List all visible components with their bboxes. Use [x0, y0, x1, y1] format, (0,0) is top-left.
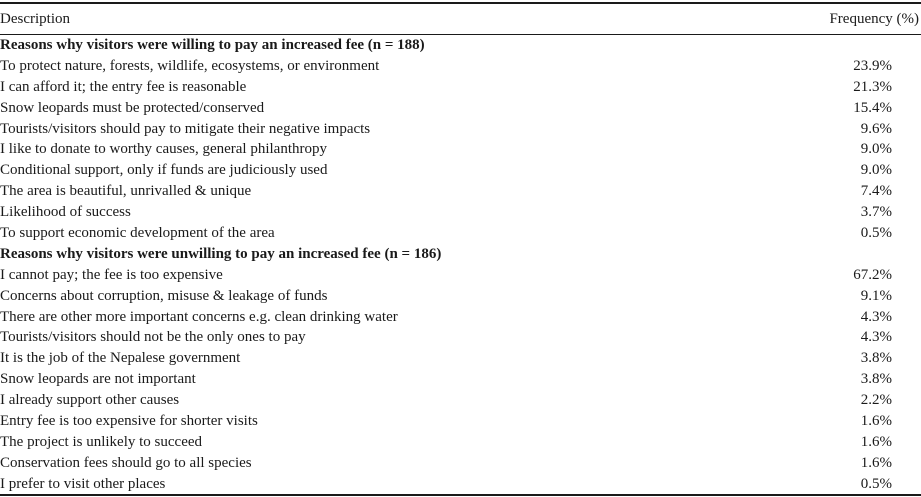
- table-row: [0, 119, 921, 140]
- table-row: [0, 265, 921, 286]
- row-label: Snow leopards are not important: [0, 371, 196, 388]
- table-row: [0, 474, 921, 495]
- table-row: [0, 202, 921, 223]
- row-value: 15.4%: [853, 99, 892, 116]
- row-value: 7.4%: [860, 183, 892, 200]
- table-header: [0, 7, 921, 31]
- table-row: [0, 77, 921, 98]
- row-value: 21.3%: [853, 78, 892, 95]
- row-value: 3.7%: [860, 204, 892, 221]
- table-row: [0, 139, 921, 160]
- row-label: I can afford it; the entry fee is reasonable: [0, 78, 247, 95]
- row-label: I like to donate to worthy causes, general philanthropy: [0, 141, 327, 158]
- row-label: The project is unlikely to succeed: [0, 433, 203, 450]
- section-title: Reasons why visitors were willing to pay an increased fee (n = 188): [0, 37, 425, 53]
- row-label: The area is beautiful, unrivalled & unique: [0, 183, 252, 200]
- row-label: I prefer to visit other places: [0, 475, 166, 492]
- row-value: 1.6%: [860, 413, 892, 430]
- table-row: [0, 181, 921, 202]
- table-row: [0, 98, 921, 119]
- section-heading-unwilling: [0, 244, 921, 265]
- row-label: Likelihood of success: [0, 204, 131, 221]
- row-value: 9.0%: [860, 141, 892, 158]
- section-title: Reasons why visitors were unwilling to pay an increased fee (n = 186): [0, 245, 442, 262]
- row-value: 9.1%: [860, 287, 892, 304]
- row-label: There are other more important concerns e.g. clean drinking water: [0, 308, 398, 325]
- row-label: Conservation fees should go to all species: [0, 454, 252, 471]
- table-row: [0, 390, 921, 411]
- row-value: 0.5%: [860, 475, 892, 492]
- row-value: 9.0%: [860, 162, 892, 179]
- table-row: [0, 56, 921, 77]
- table-row: [0, 286, 921, 307]
- row-value: 23.9%: [853, 57, 892, 74]
- row-label: I cannot pay; the fee is too expensive: [0, 266, 223, 283]
- table-row: [0, 307, 921, 328]
- table-row: [0, 411, 921, 432]
- row-label: Tourists/visitors should pay to mitigate their negative impacts: [0, 120, 371, 137]
- row-label: Concerns about corruption, misuse & leakage of funds: [0, 287, 328, 304]
- table-top-rule: [0, 2, 921, 4]
- table-row: [0, 327, 921, 348]
- row-value: 1.6%: [860, 454, 892, 471]
- row-value: 4.3%: [860, 308, 892, 325]
- section-heading-willing: [0, 35, 921, 56]
- row-label: Snow leopards must be protected/conserved: [0, 99, 265, 116]
- row-label: Conditional support, only if funds are judiciously used: [0, 162, 328, 179]
- table-row: [0, 453, 921, 474]
- row-label: Entry fee is too expensive for shorter visits: [0, 413, 258, 430]
- table-row: [0, 432, 921, 453]
- row-value: 2.2%: [860, 392, 892, 409]
- header-frequency: Frequency (%): [829, 11, 919, 27]
- table-row: [0, 369, 921, 390]
- row-label: It is the job of the Nepalese government: [0, 350, 241, 367]
- row-label: To support economic development of the area: [0, 225, 275, 242]
- header-description: Description: [0, 11, 70, 27]
- table-row: [0, 348, 921, 369]
- row-value: 1.6%: [860, 433, 892, 450]
- row-label: To protect nature, forests, wildlife, ecosystems, or environment: [0, 57, 380, 74]
- row-value: 0.5%: [860, 225, 892, 242]
- row-label: Tourists/visitors should not be the only ones to pay: [0, 329, 306, 346]
- table-row: [0, 223, 921, 244]
- row-value: 3.8%: [860, 371, 892, 388]
- row-value: 4.3%: [860, 329, 892, 346]
- table-bottom-rule: [0, 494, 921, 496]
- row-label: I already support other causes: [0, 392, 180, 409]
- row-value: 67.2%: [853, 266, 892, 283]
- table-body: [0, 35, 921, 495]
- row-value: 9.6%: [860, 120, 892, 137]
- row-value: 3.8%: [860, 350, 892, 367]
- table-row: [0, 160, 921, 181]
